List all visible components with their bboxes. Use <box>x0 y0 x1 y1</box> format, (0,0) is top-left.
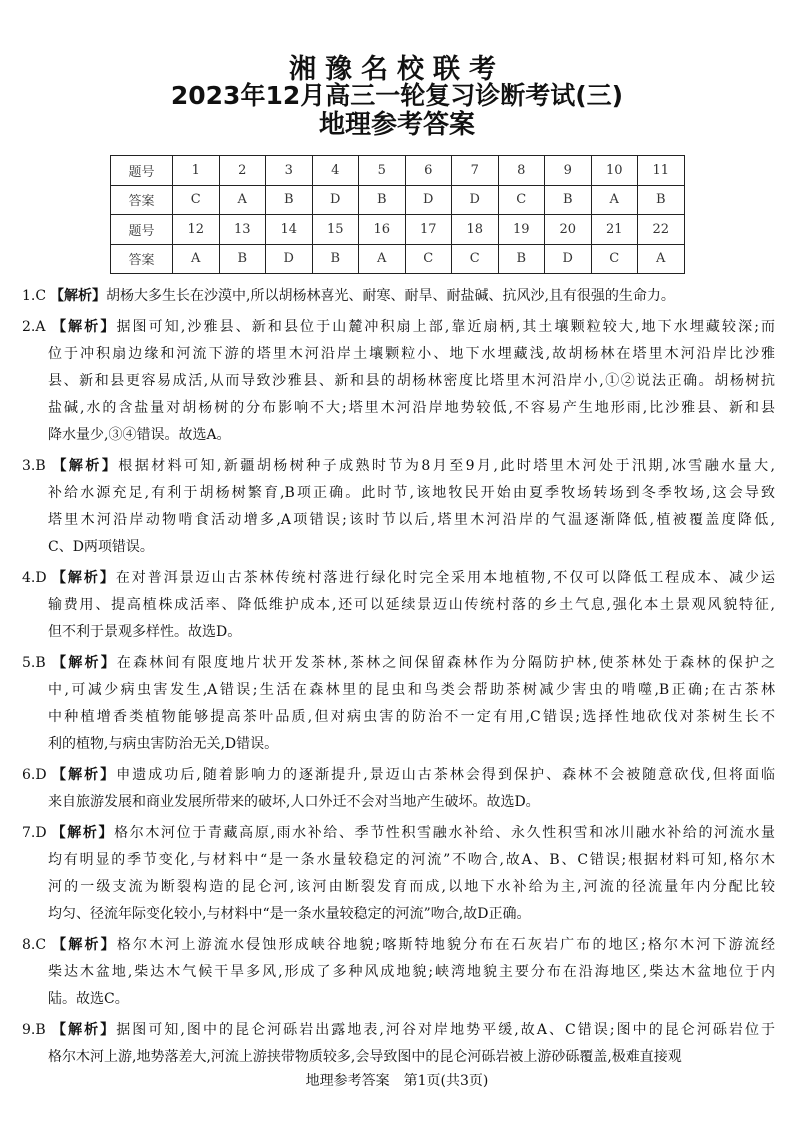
table-cell: C <box>173 185 220 215</box>
table-cell: A <box>359 244 406 274</box>
table-cell: A <box>591 185 638 215</box>
table-cell: 19 <box>498 215 545 245</box>
explanation-line <box>48 341 775 368</box>
explanation-text: 均有明显的季节变化,与材料中“是一条水量较稳定的河流”不吻合,故A、B、C错误;根据材料可知,格尔木 <box>48 852 775 868</box>
question-answer: 8.C <box>22 937 47 953</box>
table-cell: 18 <box>452 215 499 245</box>
table-row <box>111 156 685 186</box>
table-cell: 5 <box>359 156 406 186</box>
explanation-item <box>0 932 794 1013</box>
explanation-line <box>48 959 775 986</box>
explanation-text: 塔里木河沿岸动物啃食活动增多,A项错误;该时节以后,塔里木河沿岸的气温逐渐降低,植被覆盖度降低, <box>48 512 775 528</box>
analysis-tag: 【解析】 <box>50 937 117 953</box>
explanation-text: C、D两项错误。 <box>48 539 154 555</box>
explanation-text: 中,可减少病虫害发生,A错误;生活在森林里的昆虫和鸟类会帮助茶树减少害虫的啃噬,B正确;在古茶林 <box>48 682 775 698</box>
explanation-item <box>0 762 794 816</box>
explanation-text: 利的植物,与病虫害防治无关,D错误。 <box>48 736 279 752</box>
table-cell: 14 <box>266 215 313 245</box>
table-cell: 6 <box>405 156 452 186</box>
question-answer: 7.D <box>22 825 47 841</box>
table-cell: B <box>545 185 592 215</box>
table-cell: C <box>591 244 638 274</box>
table-cell: 4 <box>312 156 359 186</box>
explanation-item <box>0 1017 794 1071</box>
table-cell: 15 <box>312 215 359 245</box>
analysis-tag: 【解析】 <box>50 1022 117 1038</box>
explanation-line <box>22 1017 775 1044</box>
explanations <box>0 283 794 1075</box>
analysis-tag: 【解析】 <box>50 288 106 304</box>
table-cell: A <box>173 244 220 274</box>
table-cell: A <box>638 244 685 274</box>
table-cell: C <box>498 185 545 215</box>
question-answer: 3.B <box>22 458 46 474</box>
question-answer: 1.C <box>22 288 47 304</box>
table-cell: D <box>545 244 592 274</box>
explanation-item <box>0 565 794 646</box>
question-answer: 5.B <box>22 655 46 671</box>
table-cell: D <box>312 185 359 215</box>
row-header: 题号 <box>111 156 173 186</box>
table-cell: B <box>266 185 313 215</box>
analysis-tag: 【解析】 <box>50 458 119 474</box>
explanation-item <box>0 314 794 449</box>
explanation-line <box>48 901 775 928</box>
table-cell: 22 <box>638 215 685 245</box>
explanation-line <box>22 820 775 847</box>
explanation-text: 格尔木河上游,地势落差大,河流上游挟带物质较多,会导致图中的昆仑河砾岩被上游砂砾覆盖,极难直接观 <box>48 1049 682 1065</box>
explanation-text: 县、新和县更容易成活,从而导致沙雅县、新和县的胡杨林密度比塔里木河沿岸小,①②说法正确。胡杨树抗 <box>48 373 775 389</box>
explanation-line <box>48 1044 775 1071</box>
explanation-line <box>48 480 775 507</box>
explanation-item <box>0 283 794 310</box>
table-cell: B <box>219 244 266 274</box>
explanation-line <box>48 619 775 646</box>
table-cell: B <box>312 244 359 274</box>
table-cell: 21 <box>591 215 638 245</box>
explanation-line <box>22 283 775 310</box>
explanation-line <box>22 314 775 341</box>
table-cell: B <box>359 185 406 215</box>
table-row <box>111 185 685 215</box>
explanation-line <box>22 565 775 592</box>
explanation-text: 但不利于景观多样性。故选D。 <box>48 624 242 640</box>
explanation-text: 申遗成功后,随着影响力的逐渐提升,景迈山古茶林会得到保护、森林不会被随意砍伐,但将面临 <box>116 767 775 783</box>
explanation-text: 据图可知,沙雅县、新和县位于山麓冲积扇上部,靠近扇柄,其土壤颗粒较大,地下水埋藏较深;而 <box>116 319 775 335</box>
explanation-line <box>22 650 775 677</box>
analysis-tag: 【解析】 <box>50 655 117 671</box>
table-row <box>111 215 685 245</box>
explanation-text: 陆。故选C。 <box>48 991 129 1007</box>
explanation-line <box>48 395 775 422</box>
explanation-line <box>48 592 775 619</box>
explanation-line <box>48 847 775 874</box>
explanation-line <box>48 507 775 534</box>
analysis-tag: 【解析】 <box>50 825 115 841</box>
question-answer: 4.D <box>22 570 47 586</box>
table-cell: C <box>405 244 452 274</box>
question-answer: 9.B <box>22 1022 46 1038</box>
table-cell: 16 <box>359 215 406 245</box>
analysis-tag: 【解析】 <box>50 570 116 586</box>
table-cell: 1 <box>173 156 220 186</box>
question-answer: 2.A <box>22 319 46 335</box>
table-cell: 11 <box>638 156 685 186</box>
table-cell: 12 <box>173 215 220 245</box>
explanation-text: 来自旅游发展和商业发展所带来的破坏,人口外迁不会对当地产生破坏。故选D。 <box>48 794 540 810</box>
explanation-item <box>0 820 794 928</box>
explanation-text: 位于冲积扇边缘和河流下游的塔里木河沿岸土壤颗粒小、地下水埋藏浅,故胡杨林在塔里木河沿岸比沙雅 <box>48 346 775 362</box>
explanation-text: 胡杨大多生长在沙漠中,所以胡杨林喜光、耐寒、耐旱、耐盐碱、抗风沙,且有很强的生命力。 <box>106 288 675 304</box>
table-cell: 9 <box>545 156 592 186</box>
explanation-line <box>48 368 775 395</box>
row-header: 答案 <box>111 185 173 215</box>
explanation-line <box>48 534 775 561</box>
explanation-line <box>48 677 775 704</box>
table-cell: D <box>266 244 313 274</box>
table-cell: C <box>452 244 499 274</box>
explanation-text: 均匀、径流年际变化较小,与材料中“是一条水量较稳定的河流”吻合,故D正确。 <box>48 906 531 922</box>
row-header: 题号 <box>111 215 173 245</box>
explanation-text: 补给水源充足,有利于胡杨树繁育,B项正确。此时节,该地牧民开始由夏季牧场转场到冬季牧场,这会导致 <box>48 485 775 501</box>
page-footer: 地理参考答案 第1页(共3页) <box>305 1073 489 1089</box>
school-union-title: 湘豫名校联考 <box>289 54 505 85</box>
document-title: 地理参考答案 <box>318 110 475 140</box>
table-cell: 8 <box>498 156 545 186</box>
explanation-text: 河的一级支流为断裂构造的昆仑河,该河由断裂发育而成,以地下水补给为主,河流的径流量年内分配比较 <box>48 879 775 895</box>
table-cell: 20 <box>545 215 592 245</box>
table-cell: B <box>638 185 685 215</box>
explanation-text: 据图可知,图中的昆仑河砾岩出露地表,河谷对岸地势平缓,故A、C错误;图中的昆仑河砾岩位于 <box>116 1022 775 1038</box>
explanation-line <box>48 789 775 816</box>
explanation-line <box>48 704 775 731</box>
table-cell: 2 <box>219 156 266 186</box>
explanation-text: 中种植增香类植物能够提高茶叶品质,但对病虫害的防治不一定有用,C错误;选择性地砍伐对茶树生长不 <box>48 709 775 725</box>
explanation-text: 柴达木盆地,柴达木气候干旱多风,形成了多种风成地貌;峡湾地貌主要分布在沿海地区,柴达木盆地位于内 <box>48 964 775 980</box>
explanation-line <box>48 874 775 901</box>
explanation-line <box>48 422 775 449</box>
explanation-line <box>22 762 775 789</box>
analysis-tag: 【解析】 <box>50 319 117 335</box>
row-header: 答案 <box>111 244 173 274</box>
explanation-item <box>0 650 794 758</box>
explanation-text: 根据材料可知,新疆胡杨树种子成熟时节为8月至9月,此时塔里木河处于汛期,冰雪融水量大, <box>118 458 775 474</box>
answer-table <box>110 155 685 274</box>
explanation-line <box>22 453 775 480</box>
table-cell: 17 <box>405 215 452 245</box>
explanation-text: 格尔木河上游流水侵蚀形成峡谷地貌;喀斯特地貌分布在石灰岩广布的地区;格尔木河下游流经 <box>116 937 775 953</box>
table-cell: 7 <box>452 156 499 186</box>
table-cell: D <box>405 185 452 215</box>
table-cell: 10 <box>591 156 638 186</box>
explanation-item <box>0 453 794 561</box>
exam-title: 2023年12月高三一轮复习诊断考试(三) <box>170 81 624 110</box>
table-cell: A <box>219 185 266 215</box>
explanation-text: 在森林间有限度地片状开发茶林,茶林之间保留森林作为分隔防护林,使茶林处于森林的保护之 <box>116 655 775 671</box>
explanation-line <box>22 932 775 959</box>
analysis-tag: 【解析】 <box>50 767 117 783</box>
table-row <box>111 244 685 274</box>
question-answer: 6.D <box>22 767 47 783</box>
table-cell: 3 <box>266 156 313 186</box>
table-cell: D <box>452 185 499 215</box>
table-cell: B <box>498 244 545 274</box>
table-cell: 13 <box>219 215 266 245</box>
explanation-text: 降水量少,③④错误。故选A。 <box>48 427 231 443</box>
explanation-text: 输费用、提高植株成活率、降低维护成本,还可以延续景迈山传统村落的乡土气息,强化本土景观风貌特征, <box>48 597 775 613</box>
explanation-text: 在对普洱景迈山古茶林传统村落进行绿化时完全采用本地植物,不仅可以降低工程成本、减少运 <box>115 570 775 586</box>
explanation-text: 盐碱,水的含盐量对胡杨树的分布影响不大;塔里木河沿岸地势较低,不容易产生地形雨,比沙雅县、新和县 <box>48 400 775 416</box>
explanation-text: 格尔木河位于青藏高原,雨水补给、季节性积雪融水补给、永久性积雪和冰川融水补给的河流水量 <box>114 825 775 841</box>
explanation-line <box>48 731 775 758</box>
explanation-line <box>48 986 775 1013</box>
